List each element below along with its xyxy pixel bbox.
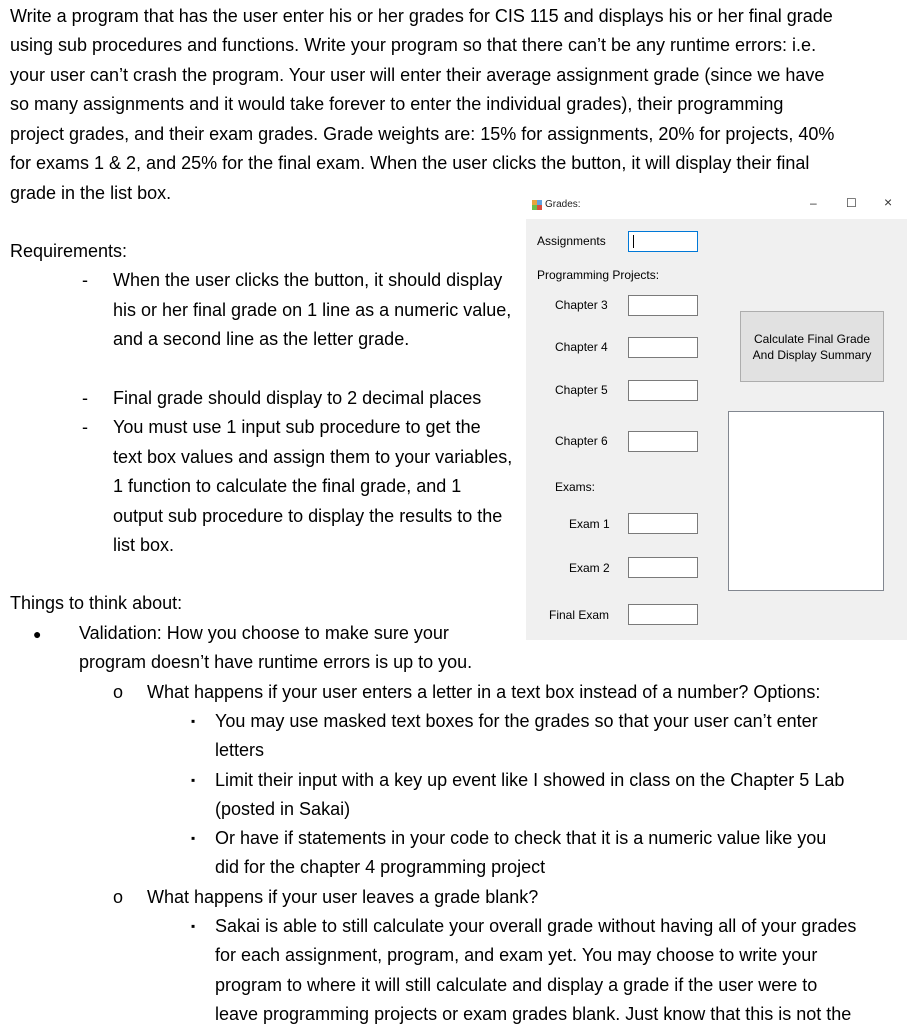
validation-line-2: program doesn’t have runtime errors is up to you. [79, 652, 473, 672]
exam1-label: Exam 1 [569, 517, 610, 531]
requirement-2: Final grade should display to 2 decimal places [113, 388, 482, 408]
chapter3-textbox[interactable] [628, 295, 698, 316]
final-exam-label: Final Exam [549, 608, 610, 622]
option-masked-l2: letters [215, 740, 265, 760]
intro-line-4: so many assignments and it would take forever to enter the individual grades), their programming [10, 94, 784, 114]
intro-line-7: grade in the list box. [10, 183, 172, 203]
chapter5-textbox[interactable] [628, 380, 698, 401]
option-sakai-l4: leave programming projects or exam grades blank. Just know that this is not the [215, 1004, 852, 1024]
form-app-icon [532, 200, 542, 210]
calculate-button-line1: Calculate Final Grade [753, 331, 871, 346]
chapter4-label: Chapter 4 [555, 340, 608, 354]
requirement-dash: - [82, 388, 88, 408]
option-if-l2: did for the chapter 4 programming project [215, 857, 546, 877]
calculate-button-label [753, 331, 872, 363]
think-heading: Things to think about: [10, 593, 183, 613]
circle-bullet: o [113, 887, 124, 907]
minimize-icon[interactable]: – [810, 196, 817, 210]
requirement-3: You must use 1 input sub procedure to get the text box values and assign them to your variables, 1 function to calculate the final grade, and 1 output sub procedure to display the results to the list box. [113, 417, 513, 555]
chapter6-textbox[interactable] [628, 431, 698, 452]
exam2-textbox[interactable] [628, 557, 698, 578]
form-title: Grades: [545, 199, 581, 210]
exams-label: Exams: [555, 480, 596, 494]
text-caret [633, 235, 634, 248]
question-letter-input: What happens if your user enters a letter in a text box instead of a number? Options: [147, 682, 821, 702]
chapter3-label: Chapter 3 [555, 298, 608, 312]
requirements-heading: Requirements: [10, 241, 128, 261]
option-masked-l1: You may use masked text boxes for the grades so that your user can’t enter [215, 711, 818, 731]
question-blank-grade: What happens if your user leaves a grade blank? [147, 887, 539, 907]
option-sakai-l2: for each assignment, program, and exam yet. You may choose to write your [215, 945, 818, 965]
option-keyup-l1: Limit their input with a key up event like I showed in class on the Chapter 5 Lab [215, 770, 845, 790]
chapter4-textbox[interactable] [628, 337, 698, 358]
intro-line-3: your user can’t crash the program. Your user will enter their average assignment grade (since we have [10, 65, 825, 85]
chapter6-label: Chapter 6 [555, 434, 608, 448]
exam2-label: Exam 2 [569, 561, 610, 575]
intro-line-6: for exams 1 & 2, and 25% for the final exam. When the user clicks the button, it will display their final [10, 153, 810, 173]
square-bullet: ▪ [191, 831, 196, 845]
final-exam-textbox[interactable] [628, 604, 698, 625]
option-sakai-l1: Sakai is able to still calculate your overall grade without having all of your grades [215, 916, 857, 936]
option-if-l1: Or have if statements in your code to check that it is a numeric value like you [215, 828, 827, 848]
requirement-dash: - [82, 270, 88, 290]
circle-bullet: o [113, 682, 124, 702]
square-bullet: ▪ [191, 714, 196, 728]
grades-form-window [526, 191, 907, 640]
intro-line-1: Write a program that has the user enter his or her grades for CIS 115 and displays his or her final grade [10, 6, 833, 26]
form-title-bar [526, 191, 907, 219]
projects-label: Programming Projects: [537, 268, 660, 282]
assignments-label: Assignments [537, 234, 606, 248]
calculate-button[interactable] [740, 311, 884, 382]
maximize-icon[interactable]: ☐ [846, 196, 857, 210]
assignments-textbox[interactable] [628, 231, 698, 252]
requirement-dash: - [82, 417, 88, 437]
square-bullet: ▪ [191, 919, 196, 933]
option-sakai-l3: program to where it will still calculate and display a grade if the user were to [215, 975, 818, 995]
requirement-1: When the user clicks the button, it should display his or her final grade on 1 line as a numeric value, and a second line as the letter grade. [113, 270, 512, 349]
intro-line-2: using sub procedures and functions. Write your program so that there can’t be any runtime errors: i.e. [10, 35, 817, 55]
option-keyup-l2: (posted in Sakai) [215, 799, 351, 819]
calculate-button-line2: And Display Summary [752, 347, 872, 362]
chapter5-label: Chapter 5 [555, 383, 608, 397]
bullet-dot: ● [33, 626, 42, 642]
square-bullet: ▪ [191, 773, 196, 787]
intro-line-5: project grades, and their exam grades. Grade weights are: 15% for assignments, 20% for projects, 40% [10, 124, 835, 144]
close-icon[interactable]: × [884, 194, 893, 210]
summary-listbox[interactable] [728, 411, 884, 591]
exam1-textbox[interactable] [628, 513, 698, 534]
validation-line-1: Validation: How you choose to make sure your [79, 623, 449, 643]
